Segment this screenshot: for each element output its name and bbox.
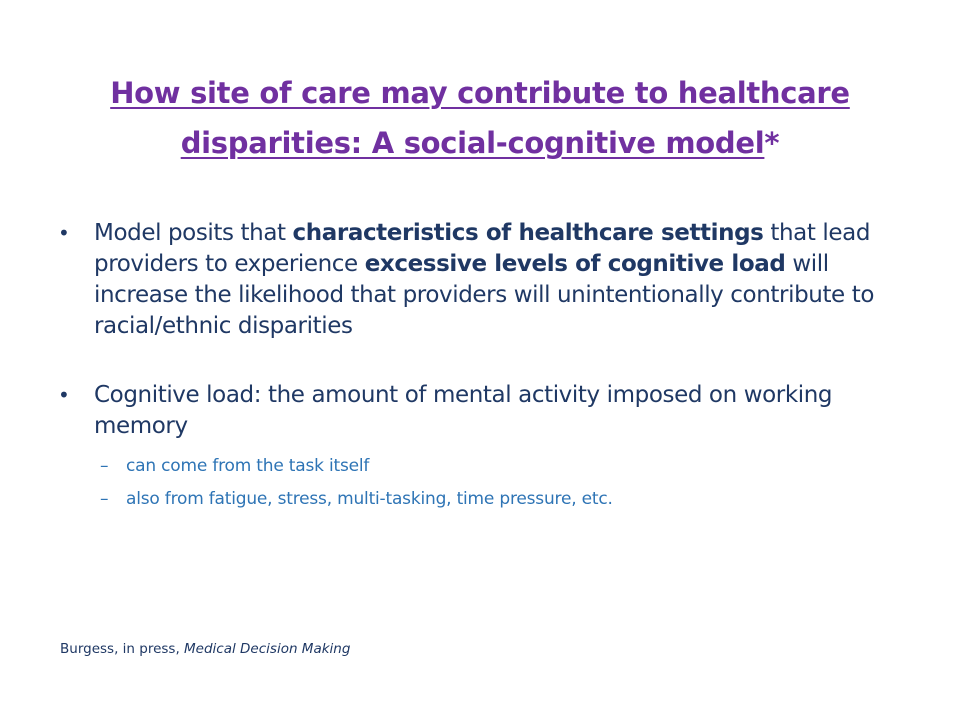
bullet-dot-icon: •	[58, 383, 70, 407]
sub-bullet-item	[94, 483, 912, 516]
bullet-item-cognitive-load	[58, 380, 912, 516]
bold-segment: characteristics of healthcare settings	[292, 220, 764, 246]
text-segment: Model posits that	[94, 220, 293, 246]
bullet-list	[58, 218, 912, 516]
citation-journal: Medical Decision Making	[184, 641, 351, 657]
sub-bullet-text: also from fatigue, stress, multi-tasking, time pressure, etc.	[126, 489, 613, 509]
text-segment: that lead providers to experience	[94, 220, 871, 277]
dash-icon: –	[100, 489, 109, 509]
title-link[interactable]: How site of care may contribute to healthcare disparities: A social-cognitive model	[110, 76, 850, 160]
bullet-text	[94, 220, 874, 339]
sub-bullet-item	[94, 450, 912, 483]
slide-title	[60, 68, 900, 168]
dash-icon: –	[100, 456, 109, 476]
bold-segment: excessive levels of cognitive load	[364, 251, 786, 277]
bullet-dot-icon: •	[58, 221, 70, 245]
sub-bullet-list	[94, 450, 912, 516]
text-segment: will increase the likelihood that providers will unintentionally contribute to racial/ethnic disparities	[94, 251, 875, 339]
citation	[60, 641, 350, 657]
bullet-text: Cognitive load: the amount of mental activity imposed on working memory	[94, 382, 833, 439]
sub-bullet-text: can come from the task itself	[126, 456, 370, 476]
citation-prefix: Burgess, in press,	[60, 641, 185, 657]
title-footnote-marker: *	[764, 126, 780, 160]
bullet-item-model	[58, 218, 912, 342]
